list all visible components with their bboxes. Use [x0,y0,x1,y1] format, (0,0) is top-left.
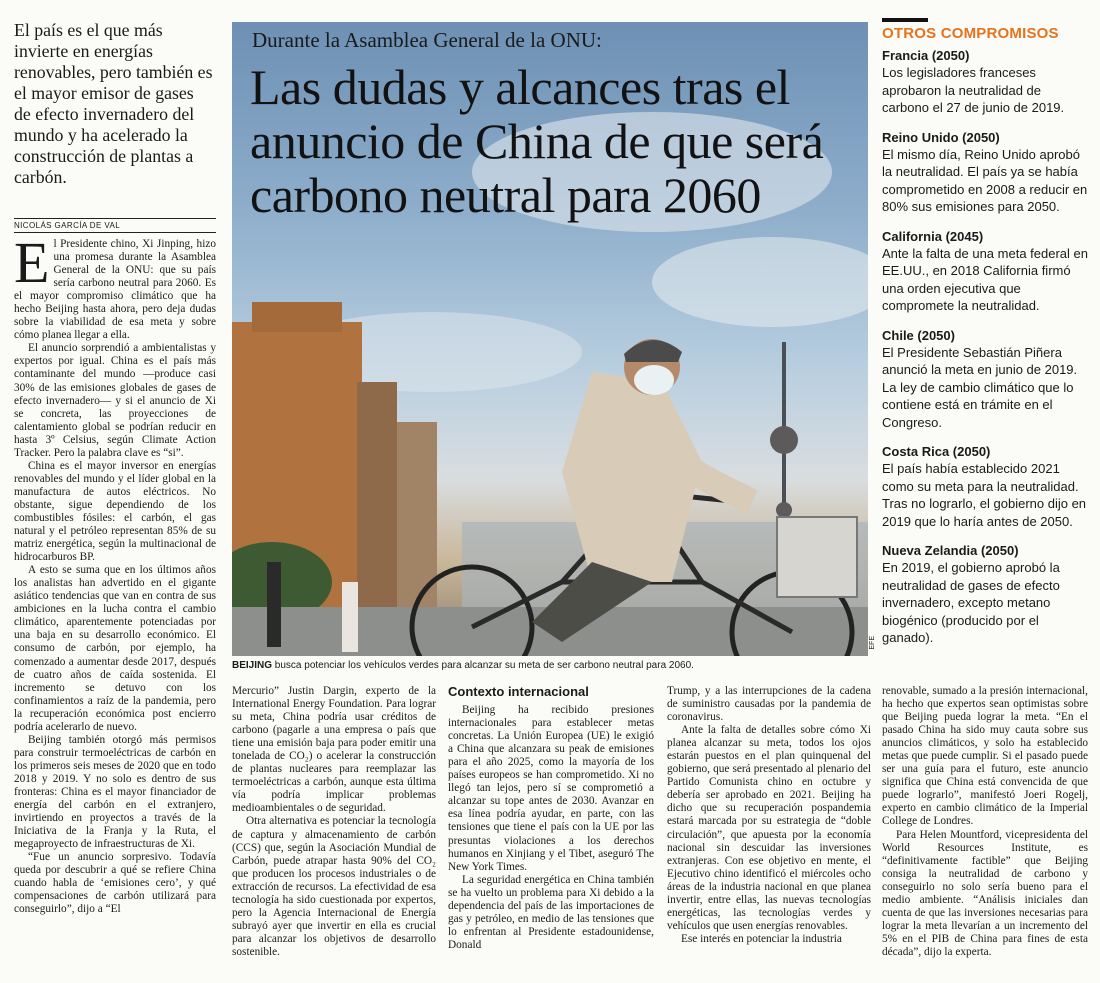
paragraph: Para Helen Mountford, vicepresidenta del World Resources Institute, es “definitivamente factible” que Beijing consiga la neutralidad de carbono y conseguirlo no solo sería bueno para el medio ambiente. “Análisis iniciales dan cuenta de que las inversiones necesarias para lograr la meta llevarían a un incremento del 5% en el PIB de China para fines de esta década”, dijo la experta. [882,828,1088,958]
sidebar-item-text: En 2019, el gobierno aprobó la neutralidad de gases de efecto invernadero, excepto metano biogénico (producido por el ganado). [882,560,1060,645]
photo-caption [232,660,872,672]
sidebar-item [882,444,1088,530]
sidebar-other-commitments [882,18,1088,647]
paragraph: Beijing también otorgó más permisos para construir termoeléctricas de carbón en los primeros seis meses de 2020 que en todo 2018 y 2019. Y no solo es dentro de sus fronteras: China es el mayor financiador de energía del carbón en el extranjero, invirtiendo en proyectos a través de la Iniciativa de la Franja y la Ruta, el megaproyecto de infraestructuras de Xi. [14,733,216,851]
paragraph: renovable, sumado a la presión internacional, ha hecho que expertos sean optimistas sobre que Beijing pueda lograr la meta. “En el pasado China ha sido muy cauta sobre sus anuncios climáticos, y solo ha establecido metas que puede cumplir. Si el pasado puede ser una guía para el futuro, este anuncio significa que China está convencida de que puede lograrlo”, manifestó Joeri Rogelj, experto en cambio climático de la Imperial College de Londres. [882,685,1088,828]
tv-tower-sphere [770,426,798,454]
paragraph: China es el mayor inversor en energías renovables del mundo y el líder global en la manufactura de autos eléctricos. No obstante, sigue dependiendo de los combustibles fósiles: el carbón, el gas natural y el petróleo representan 85% de su matriz energética, según la multinacional de hidrocarburos BP. [14,459,216,564]
sidebar-item [882,130,1088,216]
section-heading: Contexto internacional [448,685,589,699]
sidebar-item [882,543,1088,647]
paragraph: Beijing ha recibido presiones internacionales para establecer metas concretas. La Unión Europea (UE) le exigió a China que alcanzara su peak de emisiones para el año 2025, como la mayoría de los países europeos se han comprometido. Xi no llegó tan lejos, pero sí se comprometió a alcanzar su tope antes de 2030. Avanzar en esa línea podría ayudar, en parte, con las tensiones que tiene el país con la UE por las presuntas violaciones a los derechos humanos en Xinjiang y el Tibet, aseguró The New York Times. [448,704,654,873]
sidebar-item-heading: California (2045) [882,228,984,244]
caption-text: busca potenciar los vehículos verdes para alcanzar su meta de ser carbono neutral para 2060. [272,660,694,671]
face-mask [634,365,674,395]
paragraph: Mercurio” Justin Dargin, experto de la International Energy Foundation. Para lograr su meta, China podría usar créditos de carbono (pagarle a una empresa o país que tiene una emisión baja para poder emitir una tonelada de CO₂) o acelerar la construcción de plantas nucleares para reemplazar las termoeléctricas a carbón, aunque esta última vía podría implicar problemas medioambientales o de seguridad. [232,685,436,815]
paragraph: Ante la falta de detalles sobre cómo Xi planea alcanzar su meta, todos los ojos estarán puestos en el plan quinquenal del gobierno, que será presentado al plenario del Partido Comunista chino en octubre y debería ser aprobado en 2021. Beijing ha dicho que su recuperación pospandemia estará marcada por su estrategia de “doble circulación”, que apuesta por la economía nacional sin descuidar las inversiones extranjeras. Con ese objetivo en mente, el Ejecutivo chino identificó el miércoles ocho áreas de la industria nacional en que planea invertir, entre ellas, las nuevas tecnologías energéticas, las tecnologías verdes y vehículos que usen energías renovables. [667,724,871,932]
drop-cap: E [14,238,50,295]
tv-tower-sphere [776,502,792,518]
paragraph: La seguridad energética en China también se ha vuelto un problema para Xi debido a la dependencia del país de las importaciones de gas y petróleo, en medio de las tensiones que lo enfrentan al Presidente estadounidense, Donald [448,873,654,951]
article-deck: El país es el que más invierte en energías renovables, pero también es el mayor emisor de gases de efecto invernadero del mundo y ha acelerado la construcción de plantas a carbón. [14,20,213,187]
paragraph: Ese interés en potenciar la industria [681,932,842,945]
building [397,422,437,622]
sidebar-title: OTROS COMPROMISOS [882,25,1059,42]
paragraph: “Fue un anuncio sorpresivo. Todavía queda por descubrir a qué se refiere China cuando habla de ‘emisiones cero’, y qué compensaciones de carbón utilizará para conseguirlo”, dijo a “El [14,851,216,916]
sidebar-item-heading: Costa Rica (2050) [882,444,991,459]
sidebar-item-text: Ante la falta de una meta federal en EE.UU., en 2018 California firmó una orden ejecutiva que compromete la neutralidad. [882,245,1088,313]
sidebar-item-text: El país había establecido 2021 como su meta para la neutralidad. Tras no lograrlo, el gobierno dijo en 2019 que lo haría antes de 2050. [882,461,1087,529]
sidebar-item [882,328,1088,432]
paragraph-lead [14,238,216,342]
article-column-1 [14,238,216,978]
cloud [652,237,868,327]
photo-credit: EFE [869,636,876,650]
pedestrian [342,582,358,652]
sidebar-item-heading: Francia (2050) [882,48,970,63]
pedestrian [267,562,281,647]
byline: NICOLÁS GARCÍA DE VAL [14,218,216,233]
paragraph: Otra alternativa es potenciar la tecnología de captura y almacenamiento de carbón (CCS) que, según la Asociación Mundial de Carbón, puede atrapar hasta 90% del CO₂ que producen los procesos industriales o de extracción de recursos. La efectividad de esa tecnología ha sido cuestionada por expertos, pero la Agencia Internacional de Energía subrayó ayer que invertir en ella es crucial para alcanzar los objetivos de desarrollo sostenible. [232,815,436,958]
headline-overline: Durante la Asamblea General de la ONU: [252,28,602,52]
sidebar-item-text: Los legisladores franceses aprobaron la neutralidad de carbono el 27 de junio de 2019. [882,65,1065,115]
sidebar-item [882,48,1088,117]
lead-text: l Presidente chino, Xi Jinping, hizo una promesa durante la Asamblea General de la ONU: que su país sería carbono neutral para 2060. Es el mayor compromiso climático que ha hecho Beijing hasta ahora, pero deja dudas sobre la viabilidad de esa meta y sobre cómo planea llegar a ella. [14,238,216,342]
sidebar-item-heading: Reino Unido (2050) [882,129,1000,145]
article-column-3 [448,685,654,980]
article-column-4 [667,685,871,980]
lead-photo [232,22,868,656]
sidebar-item-heading: Nueva Zelandia (2050) [882,543,1019,558]
article-column-5 [882,685,1088,980]
building-top [252,302,342,332]
paragraph: El anuncio sorprendió a ambientalistas y expertos por igual. China es el país más contaminante del mundo —produce casi 30% de las emisiones globales de gases de efecto invernadero— y si el anuncio de Xi se concreta, las proyecciones de calentamiento global se podrían reducir en hasta 3º Celsius, según Climate Action Tracker. Pero la palabra clave es “si”. [14,342,216,459]
sidebar-item-text: El Presidente Sebastián Piñera anunció la meta en junio de 2019. La ley de cambio climático que lo contiene está en trámite en el Congreso. [882,344,1078,430]
sidebar-rule [882,18,928,22]
bike-basket [777,517,857,597]
headline: Las dudas y alcances tras el anuncio de China de que será carbono neutral para 2060 [250,59,824,223]
article-column-2 [232,685,436,980]
sidebar-item-text: El mismo día, Reino Unido aprobó la neutralidad. El país ya se había comprometido en 2008 a reducir en 80% sus emisiones para 2050. [882,146,1088,214]
caption-place: BEIJING [232,660,273,671]
sidebar-item-heading: Chile (2050) [882,327,955,343]
building [357,382,397,622]
cap [624,340,682,362]
sidebar-item [882,229,1088,315]
paragraph: Trump, y a las interrupciones de la cadena de suministro causadas por la pandemia de coronavirus. [667,685,871,724]
paragraph: A esto se suma que en los últimos años los analistas han advertido en el gigante asiático tendencias que van en contra de sus ambiciones en la lucha contra el cambio climático, aparentemente potenciadas por una baja en su desarrollo económico. El consumo de carbón, por ejemplo, ha comenzado a aumentar desde 2017, después de cuatro años de caída sostenida. El incremento se detuvo con los confinamientos a raíz de la pandemia, pero la recuperación económica post encierro podría acelerarlo de nuevo. [14,564,216,733]
